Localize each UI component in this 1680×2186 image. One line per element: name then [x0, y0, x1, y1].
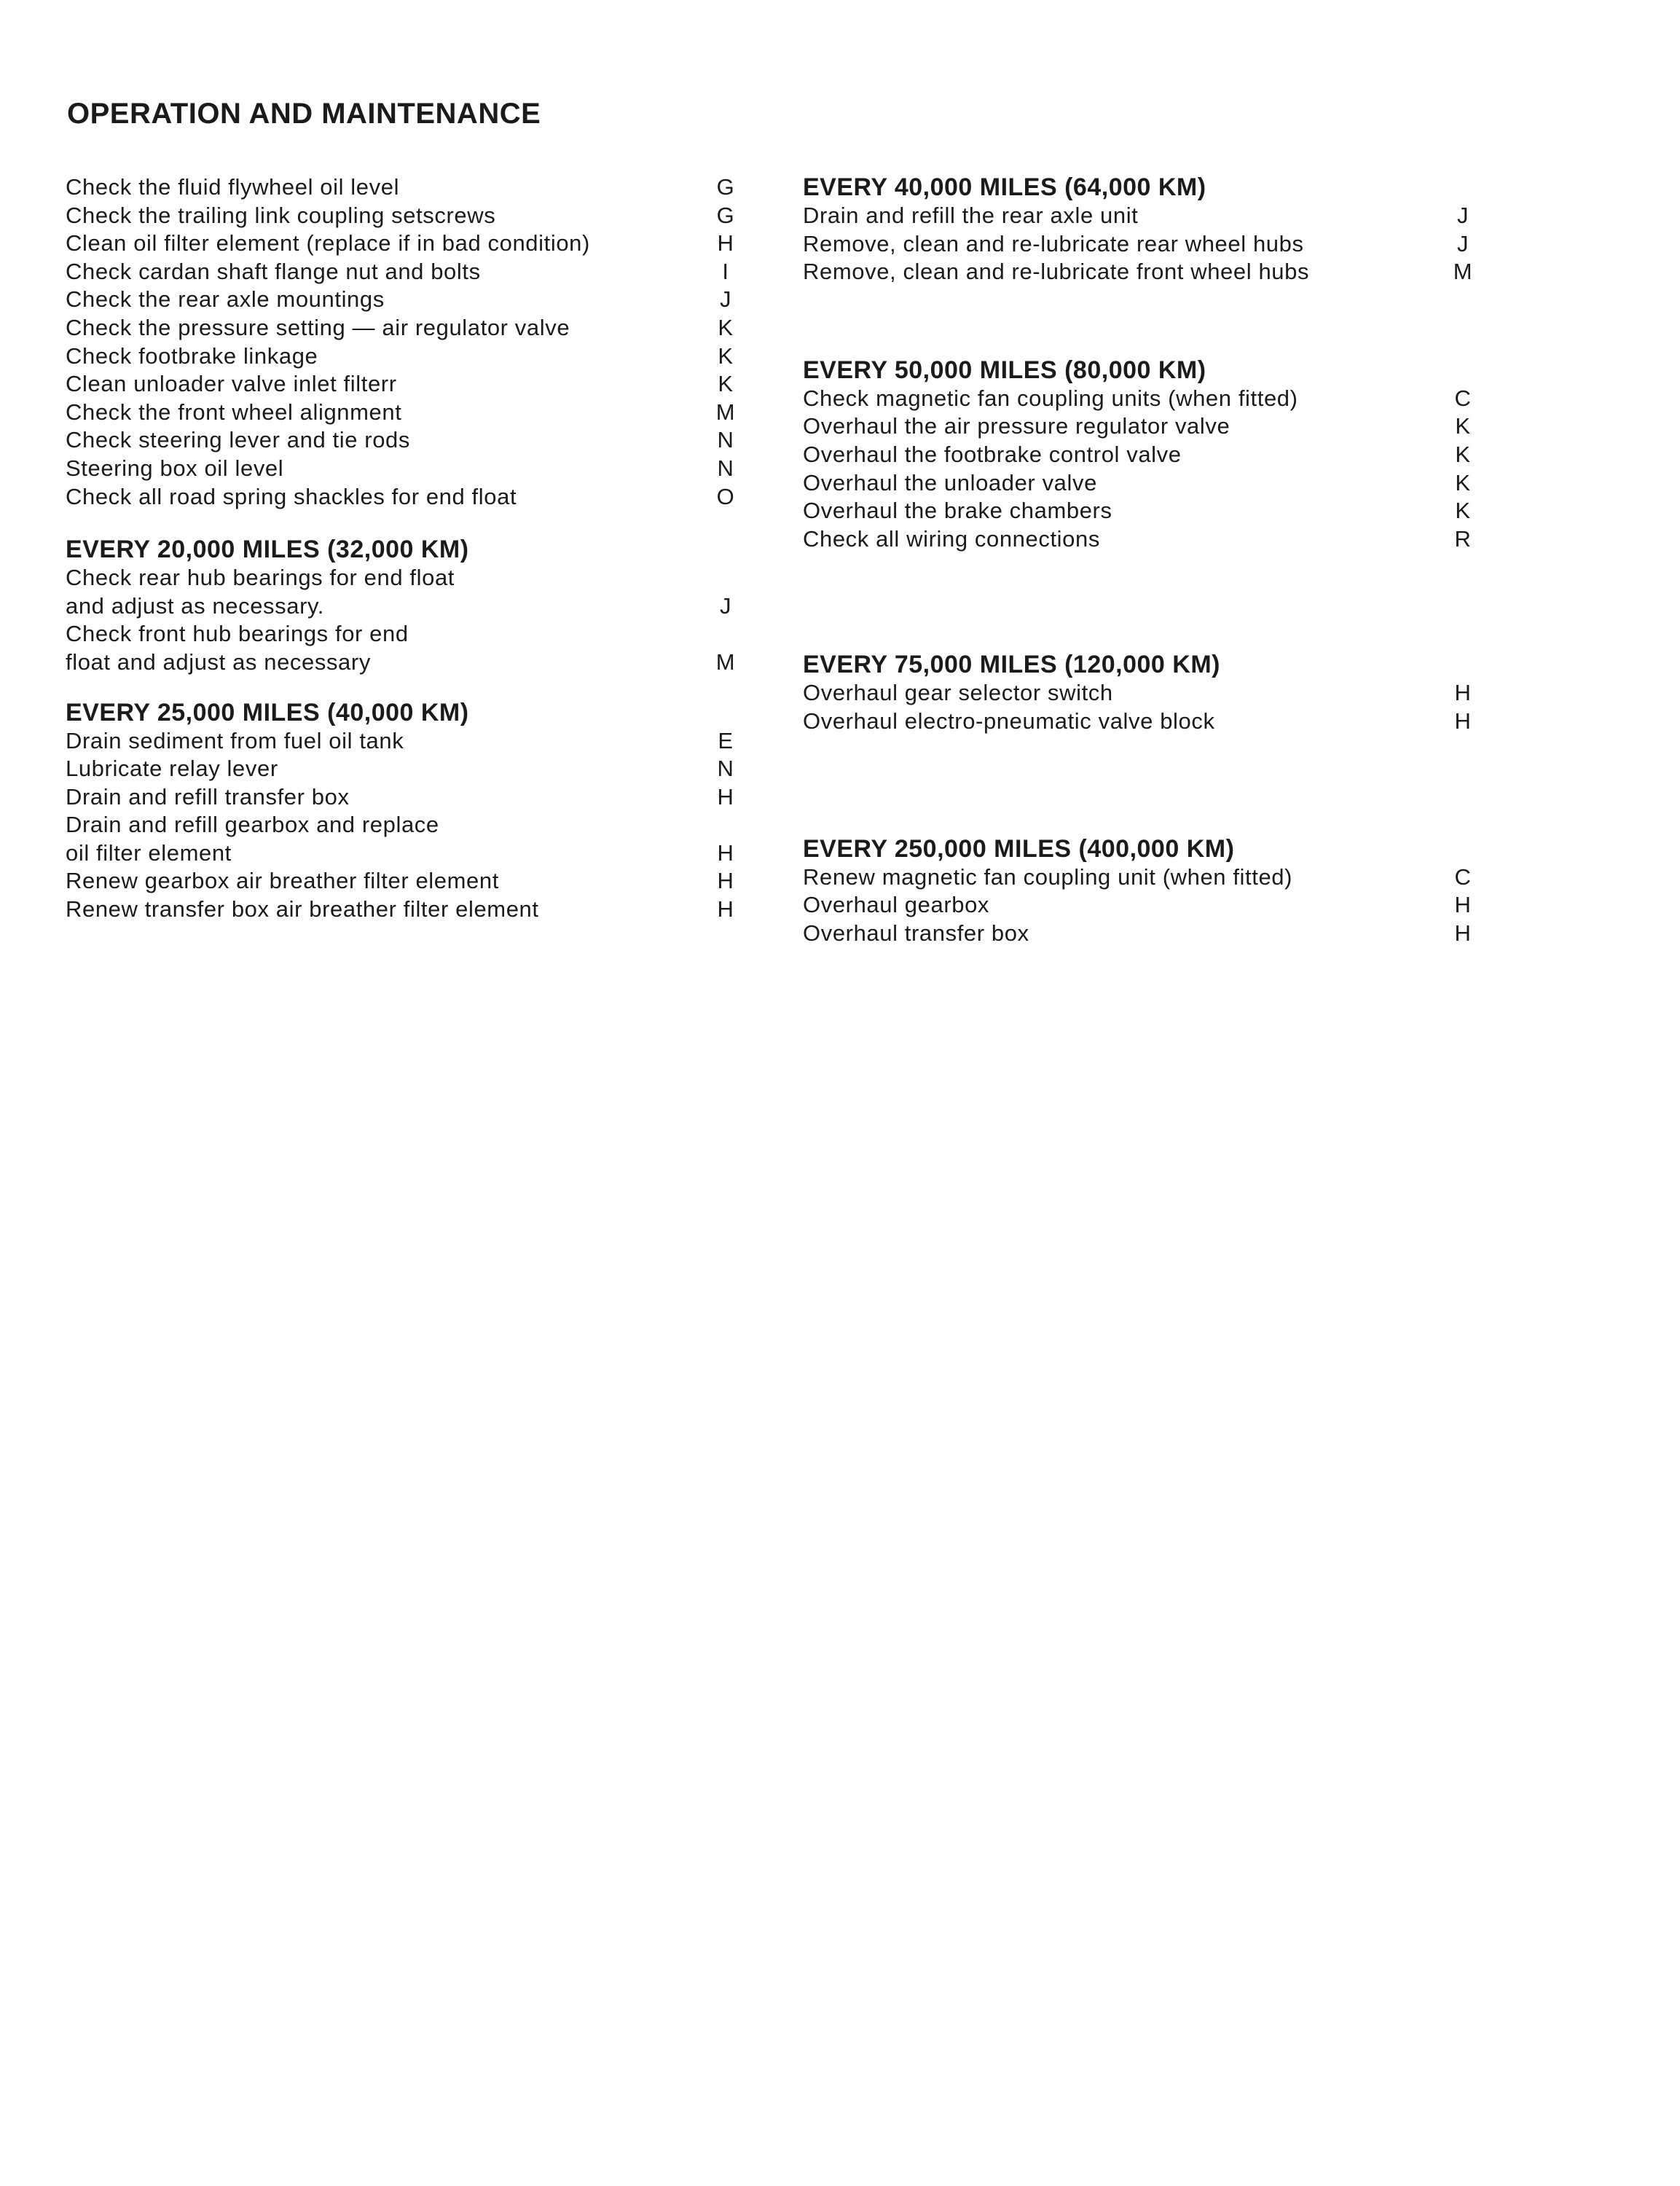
item-text: Steering box oil level	[66, 455, 284, 481]
section-code: M	[715, 649, 736, 675]
schedule-section	[803, 835, 1473, 948]
item-text: Check magnetic fan coupling units (when fitted)	[803, 385, 1298, 411]
item-text: Overhaul electro-pneumatic valve block	[803, 708, 1215, 734]
item-text: Check front hub bearings for end float and adjust as necessary	[66, 621, 409, 675]
section-code: G	[716, 202, 735, 228]
section-heading: EVERY 75,000 MILES (120,000 KM)	[803, 651, 1220, 679]
item-text: Drain sediment from fuel oil tank	[66, 727, 404, 753]
section-code: C	[1454, 863, 1472, 890]
section-code: K	[1455, 413, 1471, 439]
page-title: OPERATION AND MAINTENANCE	[67, 98, 541, 130]
item-text: Check all wiring connections	[803, 525, 1100, 552]
maintenance-item	[66, 483, 736, 512]
schedule-section	[803, 356, 1473, 554]
item-text: Check cardan shaft flange nut and bolts	[66, 258, 481, 284]
maintenance-item	[803, 385, 1473, 413]
item-text: Check steering lever and tie rods	[66, 427, 410, 453]
item-text: Overhaul the footbrake control valve	[803, 441, 1182, 467]
section-heading: EVERY 20,000 MILES (32,000 KM)	[66, 536, 469, 564]
section-code: H	[717, 230, 734, 256]
section-code: H	[717, 839, 734, 866]
maintenance-item	[803, 412, 1473, 441]
section-code: H	[717, 868, 734, 894]
section-code: J	[719, 592, 732, 619]
section-code: R	[1454, 525, 1472, 552]
maintenance-item	[66, 755, 736, 783]
section-code: O	[716, 483, 735, 509]
schedule-section	[803, 173, 1473, 286]
schedule-section	[66, 173, 736, 511]
maintenance-item	[803, 525, 1473, 554]
item-text: Renew gearbox air breather filter element	[66, 868, 499, 894]
maintenance-item	[803, 497, 1473, 525]
item-text: Check the rear axle mountings	[66, 286, 385, 313]
maintenance-item	[66, 811, 736, 867]
section-code: M	[715, 399, 736, 425]
section-code: E	[718, 727, 734, 753]
maintenance-item	[803, 920, 1473, 948]
section-code: H	[1454, 680, 1472, 706]
schedule-section	[66, 536, 736, 676]
item-text: Check footbrake linkage	[66, 342, 318, 369]
maintenance-item	[66, 370, 736, 399]
section-code: M	[1453, 259, 1473, 285]
maintenance-item	[66, 286, 736, 314]
section-code: G	[716, 174, 735, 200]
maintenance-item	[66, 399, 736, 427]
maintenance-item	[66, 342, 736, 371]
item-text: Overhaul gear selector switch	[803, 680, 1113, 706]
maintenance-item	[803, 441, 1473, 469]
item-text: Clean oil filter element (replace if in bad condition)	[66, 230, 590, 256]
maintenance-item	[803, 708, 1473, 736]
section-code: H	[1454, 708, 1472, 734]
maintenance-item	[66, 455, 736, 483]
maintenance-item	[803, 863, 1473, 892]
item-text: Remove, clean and re-lubricate front wheel hubs	[803, 259, 1310, 285]
maintenance-item	[803, 230, 1473, 259]
maintenance-item	[803, 679, 1473, 708]
section-code: H	[717, 783, 734, 810]
maintenance-item	[803, 891, 1473, 920]
maintenance-item	[66, 564, 736, 620]
right-column	[803, 173, 1473, 947]
maintenance-item	[803, 469, 1473, 498]
maintenance-item	[66, 258, 736, 286]
item-text: Overhaul transfer box	[803, 920, 1029, 946]
section-code: J	[1456, 230, 1469, 256]
item-text: Drain and refill gearbox and replace oil filter element	[66, 812, 439, 866]
item-text: Remove, clean and re-lubricate rear wheel hubs	[803, 230, 1304, 256]
item-text: Clean unloader valve inlet filterr	[66, 371, 397, 397]
section-code: H	[717, 896, 734, 922]
maintenance-item	[66, 620, 736, 676]
section-code: K	[1455, 498, 1471, 524]
item-text: Overhaul the brake chambers	[803, 498, 1112, 524]
section-code: K	[718, 342, 734, 369]
maintenance-item	[66, 230, 736, 258]
section-code: H	[1454, 920, 1472, 946]
section-code: N	[717, 427, 734, 453]
item-text: Check the front wheel alignment	[66, 399, 402, 425]
maintenance-item	[66, 202, 736, 230]
maintenance-item	[803, 258, 1473, 286]
left-column	[66, 173, 736, 924]
maintenance-item	[66, 727, 736, 756]
maintenance-item	[66, 867, 736, 896]
maintenance-item	[66, 173, 736, 202]
section-code: H	[1454, 892, 1472, 918]
item-text: Drain and refill the rear axle unit	[803, 203, 1139, 228]
section-code: J	[1456, 203, 1469, 228]
maintenance-item	[66, 896, 736, 924]
item-text: Check rear hub bearings for end float and adjust as necessary.	[66, 565, 455, 619]
section-code: K	[1455, 469, 1471, 495]
item-text: Check the pressure setting — air regulator valve	[66, 314, 570, 340]
item-text: Lubricate relay lever	[66, 756, 278, 782]
maintenance-item	[803, 202, 1473, 230]
section-code: K	[718, 314, 734, 340]
section-heading: EVERY 250,000 MILES (400,000 KM)	[803, 834, 1235, 863]
item-text: Check the fluid flywheel oil level	[66, 174, 400, 200]
item-text: Overhaul the air pressure regulator valve	[803, 413, 1230, 439]
section-code: N	[717, 756, 734, 782]
section-code: C	[1454, 385, 1472, 411]
section-code: I	[722, 258, 729, 284]
maintenance-item	[66, 783, 736, 812]
item-text: Renew transfer box air breather filter element	[66, 896, 539, 922]
section-code: K	[1455, 441, 1471, 467]
schedule-section	[803, 651, 1473, 735]
item-text: Overhaul gearbox	[803, 892, 990, 918]
item-text: Renew magnetic fan coupling unit (when fitted)	[803, 863, 1293, 890]
item-text: Overhaul the unloader valve	[803, 469, 1097, 495]
section-heading: EVERY 50,000 MILES (80,000 KM)	[803, 356, 1206, 384]
item-text: Check the trailing link coupling setscrews	[66, 202, 496, 228]
section-heading: EVERY 40,000 MILES (64,000 KM)	[803, 173, 1206, 201]
section-heading: EVERY 25,000 MILES (40,000 KM)	[66, 698, 469, 726]
maintenance-item	[66, 426, 736, 455]
maintenance-item	[66, 314, 736, 342]
item-text: Check all road spring shackles for end float	[66, 483, 517, 509]
section-code: J	[719, 286, 732, 313]
section-code: K	[718, 371, 734, 397]
schedule-section	[66, 699, 736, 924]
item-text: Drain and refill transfer box	[66, 783, 350, 810]
section-code: N	[717, 455, 734, 481]
